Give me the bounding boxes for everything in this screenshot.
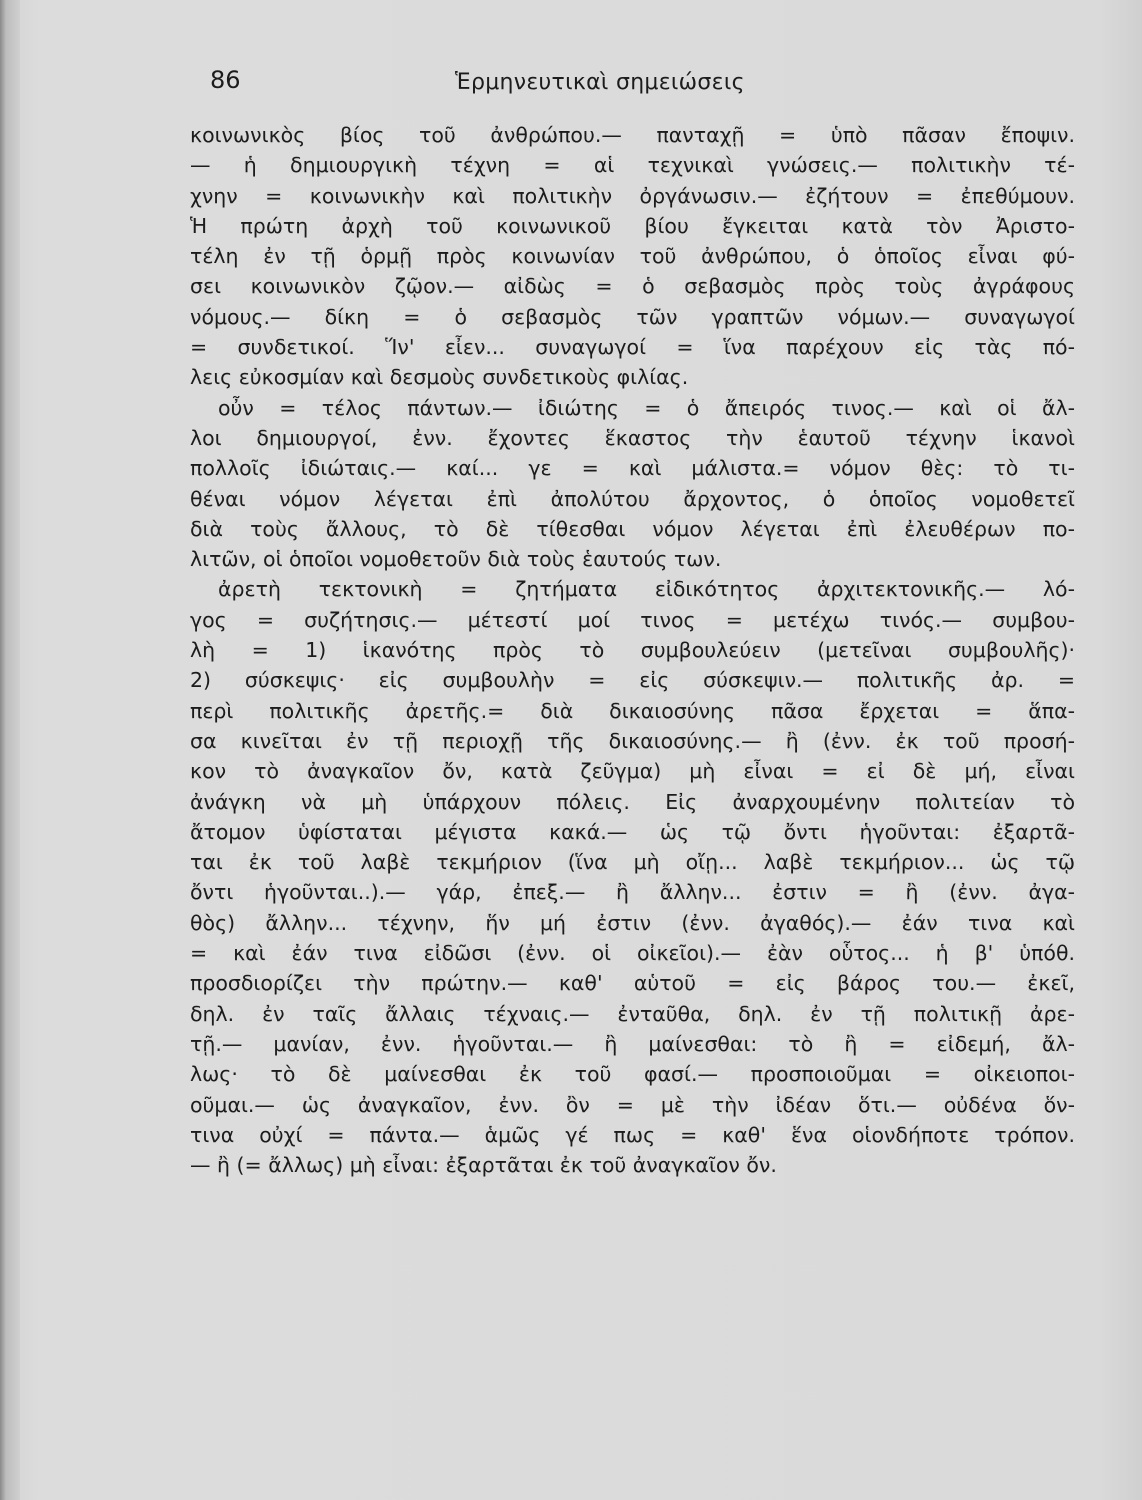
text-line: ὄντι ἡγοῦνται..).— γάρ, ἐπεξ.— ἢ ἄλλην... ἐστιν = ἢ (ἐνν. ἀγα- bbox=[190, 880, 1075, 905]
text-line: γος = συζήτησις.— μέτεστί μοί τινος = μετέχω τινός.— συμβου- bbox=[190, 607, 1075, 632]
running-title: Ἑρμηνευτικαὶ σημειώσεις bbox=[455, 70, 745, 95]
text-line: περὶ πολιτικῆς ἀρετῆς.= διὰ δικαιοσύνης πᾶσα ἔρχεται = ἅπα- bbox=[190, 698, 1075, 723]
text-line: τινα οὐχί = πάντα.— ἁμῶς γέ πως = καθ' ἕνα οἱονδήποτε τρόπον. bbox=[190, 1122, 1075, 1147]
text-line: = καὶ ἐάν τινα εἰδῶσι (ἐνν. οἱ οἰκεῖοι).— ἐὰν οὗτος... ἡ β' ὑπόθ. bbox=[190, 941, 1075, 966]
text-line: λὴ = 1) ἱκανότης πρὸς τὸ συμβουλεύειν (μετεῖναι συμβουλῆς)· bbox=[190, 638, 1075, 663]
text-line: = συνδετικοί. Ἵν' εἶεν... συναγωγοί = ἵνα παρέχουν εἰς τὰς πό- bbox=[190, 335, 1075, 360]
page-number: 86 bbox=[210, 66, 241, 94]
text-line: χνην = κοινωνικὴν καὶ πολιτικὴν ὀργάνωσιν.— ἐζήτουν = ἐπεθύμουν. bbox=[190, 183, 1075, 208]
book-spine-shadow bbox=[0, 0, 20, 1500]
text-line: θέναι νόμον λέγεται ἐπὶ ἀπολύτου ἄρχοντος, ὁ ὁποῖος νομοθετεῖ bbox=[190, 486, 1075, 511]
commentary-text bbox=[190, 120, 1075, 1180]
text-line: ἄτομον ὑφίσταται μέγιστα κακά.— ὡς τῷ ὄντι ἡγοῦνται: ἐξαρτᾶ- bbox=[190, 819, 1075, 844]
text-line: σα κινεῖται ἐν τῇ περιοχῇ τῆς δικαιοσύνης.— ἢ (ἐνν. ἐκ τοῦ προσή- bbox=[190, 728, 1075, 753]
text-line: θὸς) ἄλλην... τέχνην, ἥν μή ἐστιν (ἐνν. ἀγαθός).— ἐάν τινα καὶ bbox=[190, 910, 1075, 935]
text-line: λοι δημιουργοί, ἐνν. ἔχοντες ἕκαστος τὴν ἑαυτοῦ τέχνην ἱκανοὶ bbox=[190, 425, 1075, 450]
text-line: κοινωνικὸς βίος τοῦ ἀνθρώπου.— πανταχῇ = ὑπὸ πᾶσαν ἔποψιν. bbox=[190, 123, 1075, 147]
text-line: Ἡ πρώτη ἀρχὴ τοῦ κοινωνικοῦ βίου ἔγκειται κατὰ τὸν Ἀριστο- bbox=[190, 213, 1075, 238]
text-line: διὰ τοὺς ἄλλους, τὸ δὲ τίθεσθαι νόμον λέγεται ἐπὶ ἐλευθέρων πο- bbox=[190, 516, 1075, 541]
text-line: πολλοῖς ἰδιώταις.— καί... γε = καὶ μάλιστα.= νόμον θὲς: τὸ τι- bbox=[190, 456, 1075, 481]
text-line: ἀρετὴ τεκτονικὴ = ζητήματα εἰδικότητος ἀρχιτεκτονικῆς.— λό- bbox=[218, 577, 1075, 602]
text-line: ται ἐκ τοῦ λαβὲ τεκμήριον (ἵνα μὴ οἴῃ... λαβὲ τεκμήριον... ὡς τῷ bbox=[190, 850, 1075, 875]
text-line: λως· τὸ δὲ μαίνεσθαι ἐκ τοῦ φασί.— προσποιοῦμαι = οἰκειοποι- bbox=[190, 1062, 1075, 1087]
text-line: οὖν = τέλος πάντων.— ἰδιώτης = ὁ ἄπειρός τινος.— καὶ οἱ ἄλ- bbox=[218, 395, 1075, 420]
text-line: τέλη ἐν τῇ ὁρμῇ πρὸς κοινωνίαν τοῦ ἀνθρώπου, ὁ ὁποῖος εἶναι φύ- bbox=[190, 244, 1075, 269]
text-line: τῇ.— μανίαν, ἐνν. ἡγοῦνται.— ἢ μαίνεσθαι: τὸ ἢ = εἰδεμή, ἄλ- bbox=[190, 1031, 1075, 1056]
text-line: νόμους.— δίκη = ὁ σεβασμὸς τῶν γραπτῶν νόμων.— συναγωγοί bbox=[190, 304, 1075, 329]
text-line: σει κοινωνικὸν ζῷον.— αἰδὼς = ὁ σεβασμὸς πρὸς τοὺς ἀγράφους bbox=[190, 274, 1075, 299]
text-line: δηλ. ἐν ταῖς ἄλλαις τέχναις.— ἐνταῦθα, δηλ. ἐν τῇ πολιτικῇ ἀρε- bbox=[190, 1001, 1075, 1026]
text-line: — ἡ δημιουργικὴ τέχνη = αἱ τεχνικαὶ γνώσεις.— πολιτικὴν τέ- bbox=[190, 153, 1075, 178]
text-line: λιτῶν, οἱ ὁποῖοι νομοθετοῦν διὰ τοὺς ἑαυτούς των. bbox=[190, 547, 722, 572]
text-line: οῦμαι.— ὡς ἀναγκαῖον, ἐνν. ὂν = μὲ τὴν ἰδέαν ὅτι.— οὐδένα ὅν- bbox=[190, 1092, 1075, 1117]
page-header bbox=[210, 66, 810, 106]
text-line: προσδιορίζει τὴν πρώτην.— καθ' αὑτοῦ = εἰς βάρος του.— ἐκεῖ, bbox=[190, 971, 1075, 996]
text-line: ἀνάγκη νὰ μὴ ὑπάρχουν πόλεις. Εἰς ἀναρχουμένην πολιτείαν τὸ bbox=[190, 789, 1075, 814]
text-line: κον τὸ ἀναγκαῖον ὄν, κατὰ ζεῦγμα) μὴ εἶναι = εἰ δὲ μή, εἶναι bbox=[190, 759, 1075, 784]
text-line: — ἢ (= ἄλλως) μὴ εἶναι: ἐξαρτᾶται ἐκ τοῦ ἀναγκαῖον ὄν. bbox=[190, 1153, 777, 1178]
text-line: 2) σύσκεψις· εἰς συμβουλὴν = εἰς σύσκεψιν.— πολιτικῆς ἀρ. = bbox=[190, 668, 1075, 693]
text-line: λεις εὐκοσμίαν καὶ δεσμοὺς συνδετικοὺς φιλίας. bbox=[190, 365, 689, 390]
